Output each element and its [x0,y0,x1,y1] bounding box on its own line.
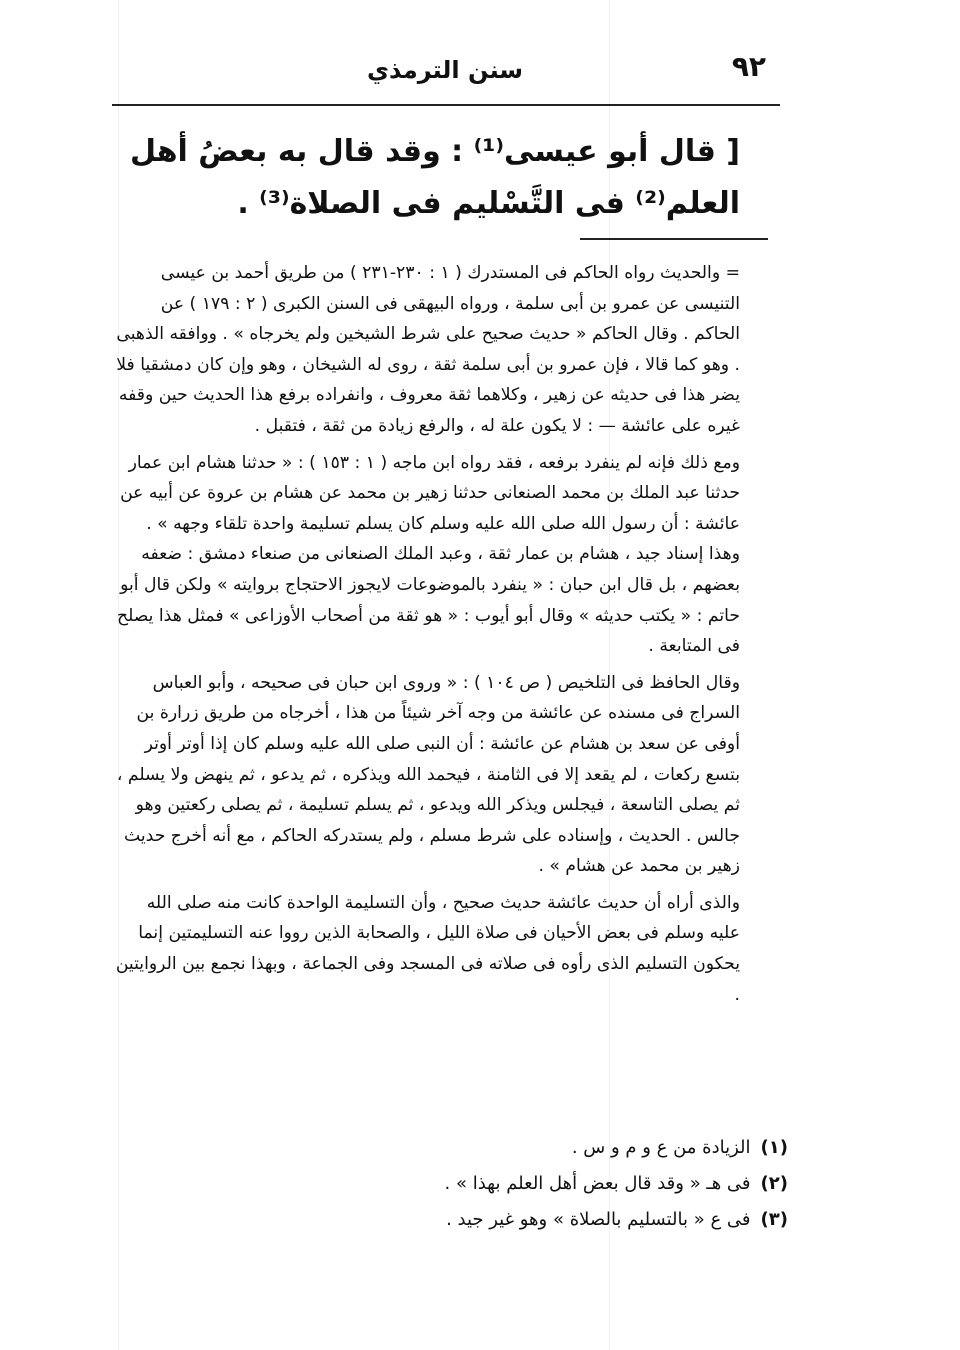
header-rule [112,104,780,106]
note-paragraph: = والحديث رواه الحاكم فى المستدرك ( ١ : ٢٣٠-٢٣١ ) من طريق أحمد بن عيسى التنيسى عن عمرو بن أبى سلمة ، ورواه البيهقى فى السنن الكبرى ( ٢ : ١٧٩ ) عن الحاكم . وقال الحاكم « حديث صحيح على شرط الشيخين ولم يخرجاه » . ووافقه الذهبى . وهو كما قالا ، فإن عمرو بن أبى سلمة ثقة ، روى له الشيخان ، وهو وإن كان دمشقيا فلا يضر هذا فى حديثه عن زهير ، وكلاهما ثقة معروف ، وانفراده برفع هذا الحديث حين وقفه غيره على عائشة — : لا يكون علة له ، والرفع زيادة من ثقة ، فتقبل . [116,263,740,436]
footnote [400,1130,788,1166]
note-paragraph: ومع ذلك فإنه لم ينفرد برفعه ، فقد رواه ابن ماجه ( ١ : ١٥٣ ) : « حدثنا هشام ابن عمار حدثنا عبد الملك بن محمد الصنعانى حدثنا زهير بن محمد عن هشام بن عروة عن أبيه عن عائشة : أن رسول الله صلى الله عليه وسلم كان يسلم تسليمة واحدة تلقاء وجهه » . وهذا إسناد جيد ، هشام بن عمار ثقة ، وعبد الملك الصنعانى من صنعاء دمشق : ضعفه بعضهم ، بل قال ابن حبان : « ينفرد بالموضوعات لايجوز الاحتجاج بروايته » ولكن قال أبو حاتم : « يكتب حديثه » وقال أبو أيوب : « هو ثقة من أصحاب الأوزاعى » فمثل هذا يصلح فى المتابعة . [116,452,740,657]
main-text [112,126,740,230]
footnote-text: فى هـ « وقد قال بعض أهل العلم بهذا » . [444,1173,751,1194]
page-number: ٩٢ [731,50,766,83]
note-paragraph: والذى أراه أن حديث عائشة حديث صحيح ، وأن التسليمة الواحدة كانت منه صلى الله عليه وسلم فى بعض الأحيان فى صلاة الليل ، والصحابة الذين رووا عنه التسليمتين إنما يحكون التسليم الذى رأوه فى صلاته فى المسجد وفى الجماعة ، وبهذا نجمع بين الروايتين . [115,892,740,1005]
note-paragraph: وقال الحافظ فى التلخيص ( ص ١٠٤ ) : « وروى ابن حبان فى صحيحه ، وأبو العباس السراج فى مسنده عن عائشة من وجه آخر شيئاً من هذا ، أخرجاه من طريق زرارة بن أوفى عن سعد بن هشام عن عائشة : أن النبى صلى الله عليه وسلم كان إذا أوتر أوتر بتسع ركعات ، لم يقعد إلا فى الثامنة ، فيحمد الله ويذكره ، ثم يدعو ، ثم ينهض ولا يسلم ، ثم يصلى التاسعة ، فيجلس ويذكر الله ويدعو ، ثم يسلم تسليمة ، ثم يصلى ركعتين وهو جالس . الحديث ، وإسناده على شرط مسلم ، ولم يستدركه الحاكم ، مع أنه أخرج حديث زهير بن محمد عن هشام » . [116,672,740,877]
page-header [110,50,780,100]
footnote-number: (١) [760,1137,788,1158]
footnote [400,1202,788,1238]
footnote-number: (٣) [760,1209,788,1230]
running-title: سنن الترمذي [366,56,524,84]
footnote-text: فى ع « بالتسليم بالصلاة » وهو غير جيد . [446,1209,751,1230]
editor-notes [112,258,740,1016]
footnote [400,1166,788,1202]
footnote-text: الزيادة من ع و م و س . [571,1137,751,1158]
notes-separator [580,238,768,240]
footnotes [400,1130,788,1238]
footnote-number: (٢) [760,1173,788,1194]
main-paragraph: [ قال أبو عيسى⁽¹⁾ : وقد قال به بعضُ أهل العلم⁽²⁾ فى التَّسْليم فى الصلاة⁽³⁾ . [129,134,740,221]
